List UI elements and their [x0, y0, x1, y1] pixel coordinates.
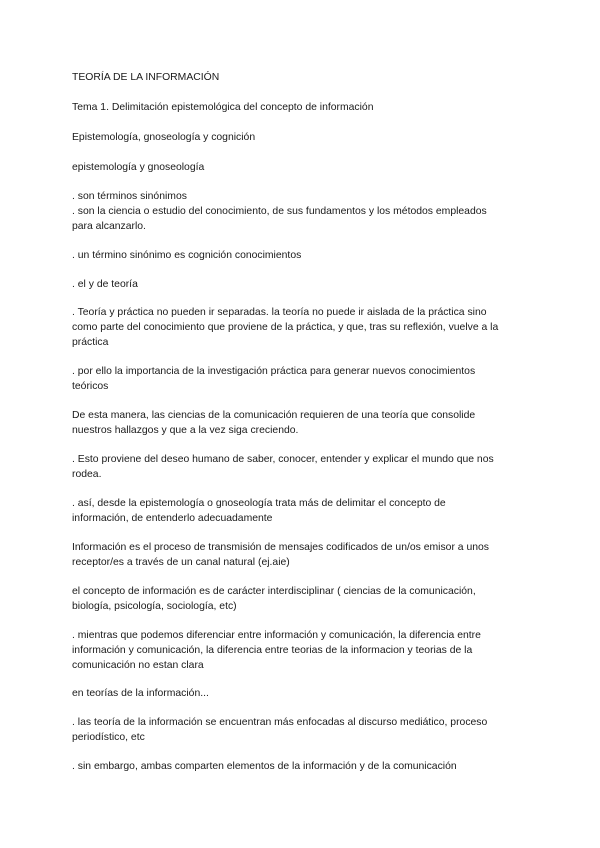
paragraph-line: . Esto proviene del deseo humano de saber, conocer, entender y explicar el mundo que nos — [72, 454, 494, 465]
paragraph-line: . así, desde la epistemología o gnoseología trata más de delimitar el concepto de — [72, 498, 446, 509]
paragraph-line: para alcanzarlo. — [72, 221, 146, 232]
paragraph-line: teóricos — [72, 381, 109, 392]
paragraph-line: . el y de teoría — [72, 279, 138, 290]
paragraph-line: biología, psicología, sociología, etc) — [72, 601, 237, 612]
paragraph-line: . las teoría de la información se encuentran más enfocadas al discurso mediático, proceso — [72, 717, 488, 728]
paragraph-line: como parte del conocimiento que proviene de la práctica, y que, tras su reflexión, vuelve a la — [72, 322, 499, 333]
paragraph-line: el concepto de información es de carácter interdisciplinar ( ciencias de la comunicación, — [72, 586, 476, 597]
section-heading: Epistemología, gnoseología y cognición — [72, 132, 256, 143]
paragraph-line: . son la ciencia o estudio del conocimiento, de sus fundamentos y los métodos empleados — [72, 206, 487, 217]
subheading: epistemología y gnoseología — [72, 162, 205, 173]
paragraph-line: información, de entenderlo adecuadamente — [72, 513, 273, 524]
paragraph-line: . sin embargo, ambas comparten elementos de la información y de la comunicación — [72, 761, 457, 772]
paragraph-line: . Teoría y práctica no pueden ir separadas. la teoría no puede ir aislada de la práctica sino — [72, 307, 487, 318]
paragraph-line: De esta manera, las ciencias de la comunicación requieren de una teoría que consolide — [72, 410, 476, 421]
paragraph-line: práctica — [72, 337, 109, 348]
paragraph-line: Información es el proceso de transmisión de mensajes codificados de un/os emisor a unos — [72, 542, 490, 553]
document-title: TEORÍA DE LA INFORMACIÓN — [72, 72, 220, 83]
paragraph-line: . son términos sinónimos — [72, 191, 187, 202]
paragraph-line: . por ello la importancia de la investigación práctica para generar nuevos conocimientos — [72, 366, 476, 377]
paragraph-line: comunicación no estan clara — [72, 660, 204, 671]
paragraph-line: en teorías de la información... — [72, 688, 209, 699]
paragraph-line: nuestros hallazgos y que a la vez siga creciendo. — [72, 425, 299, 436]
paragraph-line: . un término sinónimo es cognición conocimientos — [72, 250, 302, 261]
paragraph-line: receptor/es a través de un canal natural (ej.aie) — [72, 557, 290, 568]
paragraph-line: . mientras que podemos diferenciar entre información y comunicación, la diferencia entre — [72, 630, 481, 641]
paragraph-line: periodístico, etc — [72, 732, 145, 743]
paragraph-line: información y comunicación, la diferencia entre teorias de la informacion y teorias de la — [72, 645, 473, 656]
paragraph-line: rodea. — [72, 469, 102, 480]
document-subtitle: Tema 1. Delimitación epistemológica del concepto de información — [72, 102, 374, 113]
